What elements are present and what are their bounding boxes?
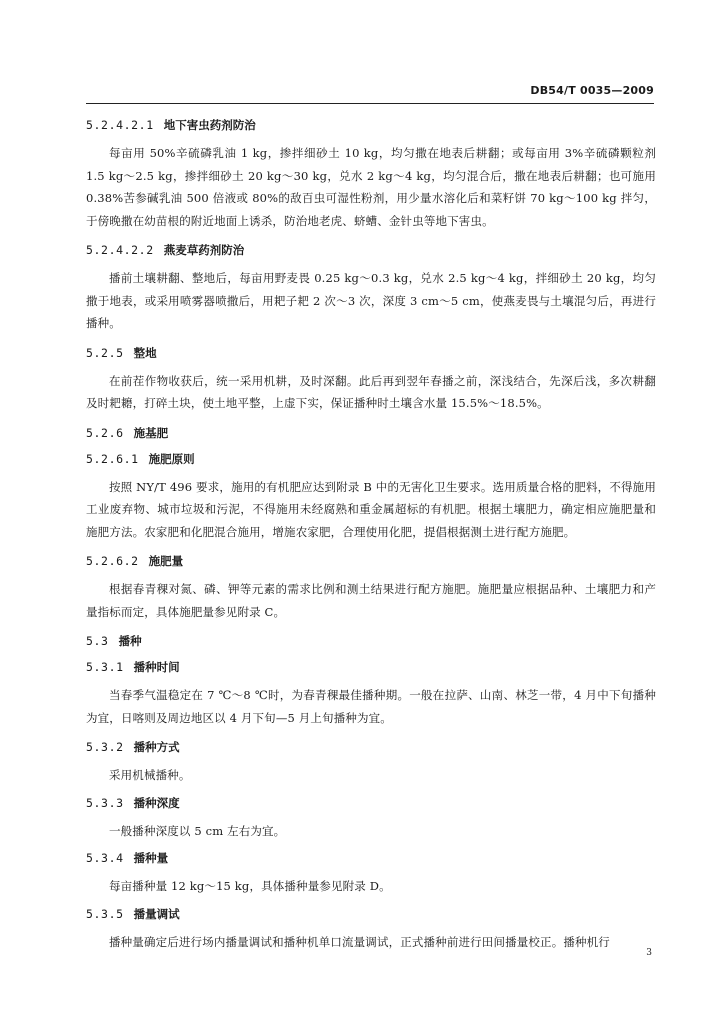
paragraph-fertilization-principle: 按照 NY/T 496 要求，施用的有机肥应达到附录 B 中的无害化卫生要求。选用质量合格的肥料，不得施用工业废弃物、城市垃圾和污泥，不得施用未经腐熟和重金属超标的有机肥。根据土壤肥力，确定相应施肥量和施肥方法。农家肥和化肥混合施用，增施农家肥，合理使用化肥，提倡根据测土进行配方施肥。 <box>86 479 656 539</box>
paragraph-sowing-depth: 一般播种深度以 5 cm 左右为宜。 <box>109 823 286 838</box>
header-rule <box>86 103 654 104</box>
paragraph-seeding-rate: 每亩播种量 12 kg～15 kg，具体播种量参见附录 D。 <box>109 879 391 893</box>
paragraph-sowing-method: 采用机械播种。 <box>109 768 191 782</box>
heading-5-3-5: 5.3.5 播量调试 <box>86 906 180 921</box>
heading-5-2-5: 5.2.5 整地 <box>86 345 157 360</box>
heading-5-2-6-1: 5.2.6.1 施肥原则 <box>86 451 195 466</box>
paragraph-wild-oat-control: 播前土壤耕翻、整地后，每亩用野麦畏 0.25 kg～0.3 kg，兑水 2.5 kg～4 kg，拌细砂土 20 kg，均匀撒于地表，或采用喷雾器喷撒后，用耙子耙 2 次～3 次，深度 3 cm～5 cm，使燕麦畏与土壤混匀后，再进行播种。 <box>86 271 656 330</box>
heading-5-2-4-2-2: 5.2.4.2.2 燕麦草药剂防治 <box>86 243 245 257</box>
paragraph-sowing-time: 当春季气温稳定在 7 ℃～8 ℃时，为春青稞最佳播种期。一般在拉萨、山南、林芝一带，4 月中下旬播种为宜，日喀则及周边地区以 4 月下旬—5 月上旬播种为宜。 <box>86 688 656 725</box>
heading-5-3: 5.3 播种 <box>86 634 142 648</box>
heading-5-3-3: 5.3.3 播种深度 <box>86 795 180 810</box>
document-body <box>86 116 656 962</box>
paragraph-land-preparation: 在前茬作物收获后，统一采用机耕，及时深翻。此后再到翌年春播之前，深浅结合，先深后浅，多次耕翻及时耙耱，打碎土块，使土地平整，上虚下实，保证播种时土壤含水量 15.5%～18.5%。 <box>86 373 656 410</box>
heading-5-2-4-2-1: 5.2.4.2.1 地下害虫药剂防治 <box>86 118 256 132</box>
paragraph-fertilizer-amount: 根据春青稞对氮、磷、钾等元素的需求比例和测土结果进行配方施肥。施肥量应根据品种、土壤肥力和产量指标而定，具体施肥量参见附录 C。 <box>86 582 656 619</box>
page-number: 3 <box>646 948 652 958</box>
heading-5-2-6-2: 5.2.6.2 施肥量 <box>86 554 184 568</box>
heading-5-3-2: 5.3.2 播种方式 <box>86 740 180 754</box>
heading-5-3-4: 5.3.4 播种量 <box>86 851 169 865</box>
heading-5-3-1: 5.3.1 播种时间 <box>86 660 180 674</box>
document-code: DB54/T 0035—2009 <box>530 84 654 97</box>
paragraph-seeding-calibration: 播种量确定后进行场内播量调试和播种机单口流量调试，正式播种前进行田间播量校正。播种机行 <box>109 934 610 949</box>
paragraph-underground-pests: 每亩用 50%辛硫磷乳油 1 kg，掺拌细砂土 10 kg，均匀撒在地表后耕翻；或每亩用 3%辛硫磷颗粒剂 1.5 kg～2.5 kg，掺拌细砂土 20 kg～30 kg，兑水 2 kg～4 kg，均匀混合后，撒在地表后耕翻；也可施用 0.38%苦参碱乳油 500 倍液或 80%的敌百虫可湿性粉剂，用少量水溶化后和菜籽饼 70 kg～100 kg 拌匀，于傍晚撒在幼苗根的附近地面上诱杀，防治地老虎、蛴螬、金针虫等地下害虫。 <box>86 146 656 228</box>
heading-5-2-6: 5.2.6 施基肥 <box>86 425 169 440</box>
